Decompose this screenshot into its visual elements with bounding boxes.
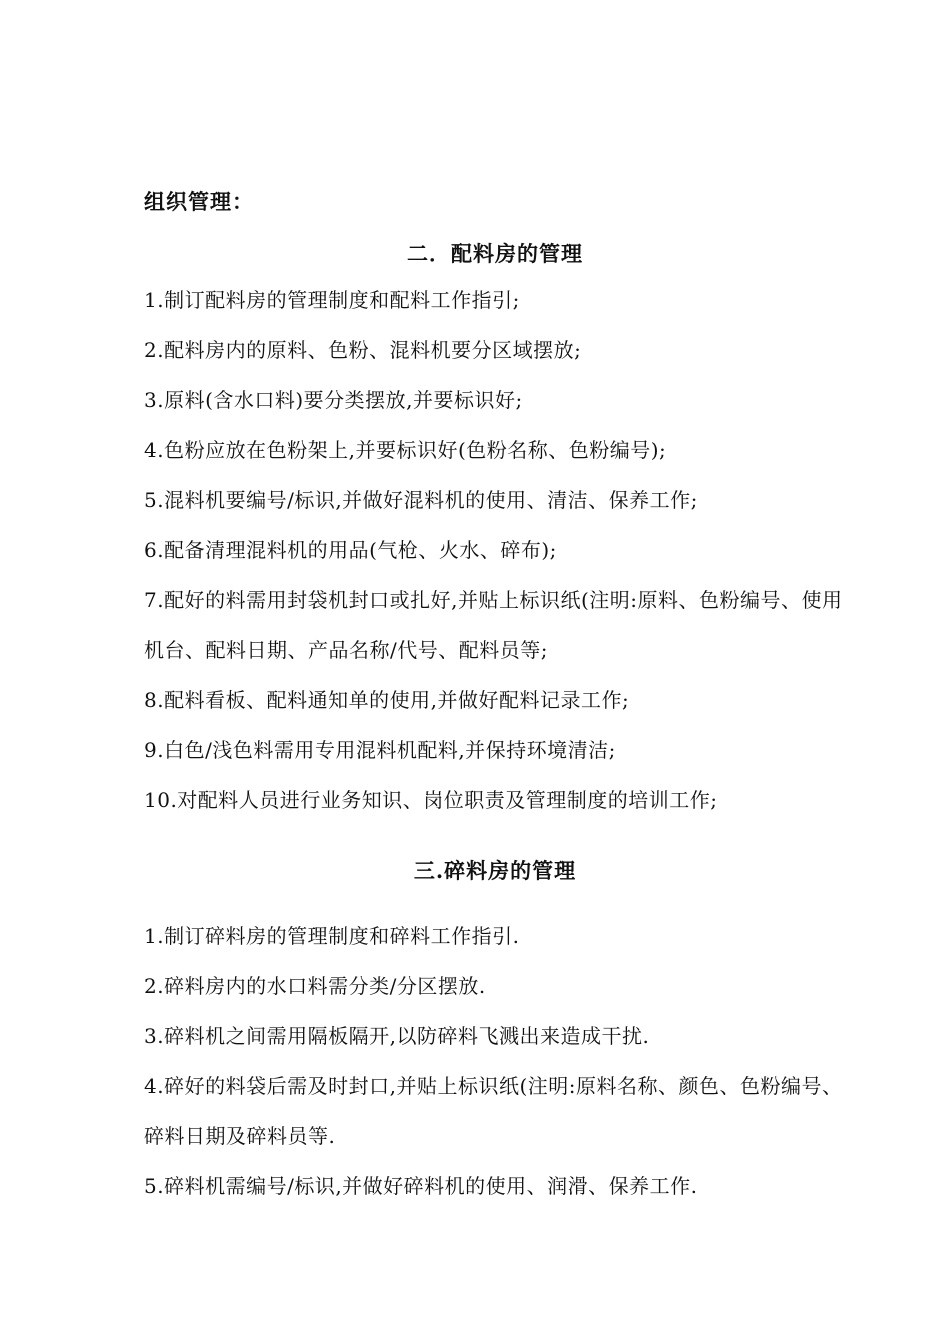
org-management-heading: 组织管理： <box>144 189 254 214</box>
section3-item-1: 1.制订碎料房的管理制度和碎料工作指引. <box>144 924 520 948</box>
section2-item-4: 4.色粉应放在色粉架上,并要标识好(色粉名称、色粉编号); <box>144 438 667 462</box>
section2-item-7: 7.配好的料需用封袋机封口或扎好,并贴上标识纸(注明:原料、色粉编号、使用机台、配料日期、产品名称/代号、配料员等; <box>144 588 843 662</box>
section2-item-3: 3.原料(含水口料)要分类摆放,并要标识好; <box>144 388 523 412</box>
section3-item-3: 3.碎料机之间需用隔板隔开,以防碎料飞溅出来造成干扰. <box>144 1024 650 1048</box>
section3-item-5: 5.碎料机需编号/标识,并做好碎料机的使用、润滑、保养工作. <box>144 1174 698 1198</box>
section3-title: 三.碎料房的管理 <box>413 858 577 883</box>
section2-item-9: 9.白色/浅色料需用专用混料机配料,并保持环境清洁; <box>144 738 616 762</box>
section2-item-8: 8.配料看板、配料通知单的使用,并做好配料记录工作; <box>144 688 630 712</box>
section2-item-5: 5.混料机要编号/标识,并做好混料机的使用、清洁、保养工作; <box>144 488 698 512</box>
section2-item-6: 6.配备清理混料机的用品(气枪、火水、碎布); <box>144 538 557 562</box>
section2-item-1: 1.制订配料房的管理制度和配料工作指引; <box>144 288 520 312</box>
section3-item-2: 2.碎料房内的水口料需分类/分区摆放. <box>144 974 486 998</box>
section2-title: 二．配料房的管理 <box>407 241 583 266</box>
section2-item-10: 10.对配料人员进行业务知识、岗位职责及管理制度的培训工作; <box>144 788 718 812</box>
section2-item-2: 2.配料房内的原料、色粉、混料机要分区域摆放; <box>144 338 582 362</box>
section3-item-4: 4.碎好的料袋后需及时封口,并贴上标识纸(注明:原料名称、颜色、色粉编号、碎料日期及碎料员等. <box>144 1074 843 1148</box>
